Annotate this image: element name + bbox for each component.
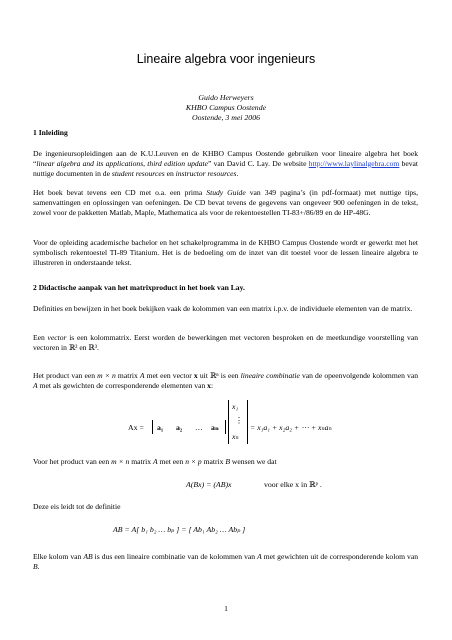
text-run: : xyxy=(210,380,214,390)
text-run: Een xyxy=(33,333,48,342)
term-linear-combination: lineaire combinatie xyxy=(240,371,300,380)
text-run: is een xyxy=(218,371,241,380)
math-r2: ℝ² xyxy=(68,342,78,352)
math-a: A xyxy=(139,371,145,380)
instructor-resources-text: instructor resources xyxy=(175,168,237,178)
equation-condition: voor elke x in ℝᵖ . xyxy=(264,480,322,489)
term-vector: vector xyxy=(47,333,67,342)
column-dots: … xyxy=(195,423,203,432)
math-a: A xyxy=(152,457,158,466)
column-a1: a₁ xyxy=(157,423,164,432)
book-title: linear algebra and its applications, third edition update xyxy=(36,158,208,168)
paragraph-intro-cd xyxy=(33,188,418,218)
text-run: met als gewichten de corresponderende elementen van xyxy=(37,380,208,390)
math-n-by-p: n × p xyxy=(185,457,202,466)
text-run: De ingenieursopleidingen aan de K.U.Leuven en de KHBO Campus Oostende gebruiken voor lineaire algebra het boek “ xyxy=(33,149,418,168)
column-a2: a₂ xyxy=(176,423,183,432)
paragraph-column-conclusion xyxy=(33,552,418,572)
page-title: Lineaire algebra voor ingenieurs xyxy=(136,52,316,66)
text-run: van de opeenvolgende kolommen van xyxy=(299,371,418,380)
text-run: en xyxy=(164,168,176,178)
author-name: Guido Herweyers xyxy=(198,93,254,102)
math-a: A xyxy=(257,552,262,561)
text-run: Elke kolom van xyxy=(33,552,84,561)
equation-matrix-product-definition: AB = A[ b₁ b₂ … bₚ ] = [ Ab₁ Ab₂ … Abₚ ] xyxy=(113,525,246,534)
text-run: is dus een lineaire combinatie van de kolommen van xyxy=(92,552,258,561)
author-affiliation: KHBO Campus Oostende xyxy=(185,102,267,112)
text-run: matrix xyxy=(115,371,140,380)
text-run: en xyxy=(77,342,89,352)
website-link[interactable]: http://www.laylinalgebra.com xyxy=(308,158,400,168)
text-run: matrix xyxy=(129,457,153,466)
paragraph-definition-intro: Deze eis leidt tot de definitie xyxy=(33,502,121,511)
column-an: aₙ xyxy=(211,423,219,432)
student-resources-text: student resources xyxy=(111,168,165,178)
text-run: Voor het product van een xyxy=(33,457,112,466)
paragraph-intro-book xyxy=(33,149,418,179)
math-x: x xyxy=(193,371,198,380)
equation-lhs: Ax = xyxy=(128,423,144,432)
entry-x1: x₁ xyxy=(232,402,239,411)
text-run: Het product van een xyxy=(33,371,98,380)
math-r3: ℝ³ xyxy=(88,342,98,352)
entry-xn: xₙ xyxy=(232,432,239,441)
paragraph-matrix-vector-product xyxy=(33,371,418,391)
math-b: B xyxy=(225,457,230,466)
study-guide-text: Study Guide xyxy=(206,188,246,197)
text-run: . xyxy=(236,168,239,178)
text-run: is een kolommatrix. Eerst worden de bewerkingen met vectoren besproken en de meetkundige voorstelling van vectoren in xyxy=(33,333,418,352)
text-run: bevat nuttige documenten in de xyxy=(33,158,419,178)
section-heading-didactiek: 2 Didactische aanpak van het matrixproduct in het boek van Lay. xyxy=(33,283,245,292)
text-run: Het boek bevat tevens een CD met o.a. een prima xyxy=(33,188,207,197)
math-a: A xyxy=(33,380,38,390)
page-number: 1 xyxy=(224,604,228,613)
text-run: met een vector xyxy=(144,371,194,380)
paragraph-intro-ti89: Voor de opleiding academische bachelor en het schakelprogramma in de KHBO Campus Oostende wordt er gewerkt met het symbolisch rekentoestel TI-89 Titanium. Het is de bedoeling om de inzet van dit toestel voor de lessen lineaire algebra te illustreren in onderstaande tekst. xyxy=(33,238,418,267)
equation-associativity: A(Bx) = (AB)x xyxy=(186,480,232,489)
document-date: Oostende, 3 mei 2006 xyxy=(192,112,260,122)
math-ab: AB xyxy=(83,552,93,561)
text-run: van 349 pagina’s (in pdf-formaat) met nuttige tips, samenvattingen en oplossingen van oefeningen. De CD bevat tevens de gegevens van ongeveer 900 oefeningen in de tekst, zowel voor de pakketten Matlab, Maple, Mathematica als voor de rekentoestellen TI-83+/86/89 en de HP-48G. xyxy=(33,188,418,217)
text-run: met een xyxy=(157,457,186,466)
author-block xyxy=(0,93,452,122)
text-run: met gewichten uit de corresponderende kolom van xyxy=(261,552,419,561)
text-run: wensen we dat xyxy=(229,457,277,466)
text-run: uit xyxy=(197,371,210,380)
paragraph-vectors xyxy=(33,333,418,353)
math-rn: ℝⁿ xyxy=(209,371,219,380)
math-x: x xyxy=(207,380,211,390)
math-m-by-n: m × n xyxy=(97,371,116,380)
entry-vdots: ⋮ xyxy=(235,416,243,425)
paragraph-columns: Definities en bewijzen in het boek bekijken vaak de kolommen van een matrix i.p.v. de individuele elementen van de matrix. xyxy=(33,304,413,313)
math-b: B xyxy=(33,561,38,571)
paragraph-matrix-product-intro xyxy=(33,457,418,467)
section-heading-inleiding: 1 Inleiding xyxy=(33,128,68,137)
text-run: ” van David C. Lay. De website xyxy=(208,158,309,168)
equation-rhs: = x₁a₁ + x₂a₂ + ⋯ + xₙaₙ xyxy=(250,423,332,432)
math-m-by-n: m × n xyxy=(111,457,130,466)
text-run: matrix xyxy=(201,457,226,466)
text-run: . xyxy=(97,342,99,352)
text-run: . xyxy=(37,561,40,571)
